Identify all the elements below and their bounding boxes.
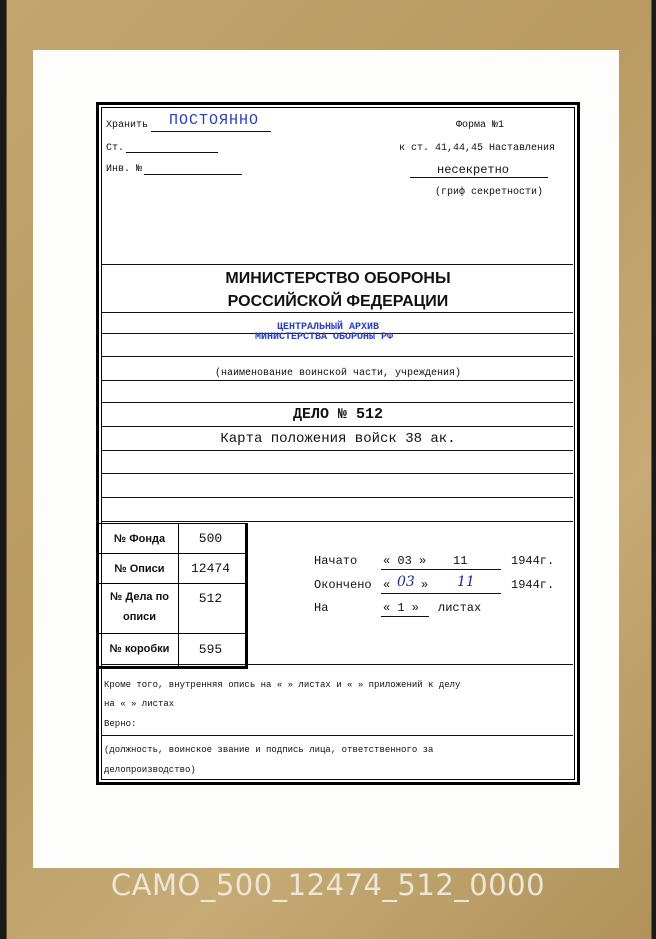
ended-day-handwritten: 03 — [397, 574, 415, 590]
signature-line — [101, 735, 573, 736]
rule-line — [101, 473, 573, 474]
st-label: Ст. — [106, 143, 125, 154]
ministry-line-1: МИНИСТЕРСТВО ОБОРОНЫ — [225, 270, 451, 287]
table-row-delo — [99, 583, 245, 634]
delo-value: 512 — [198, 591, 223, 606]
footer-separator — [101, 664, 573, 665]
started-label: Начато — [314, 554, 358, 568]
inner-inventory-note: Кроме того, внутренняя опись на « » листах и « » приложений к делу — [104, 680, 461, 690]
case-description: Карта положения войск 38 ак. — [220, 431, 456, 447]
box-label: № коробки — [109, 643, 170, 655]
archive-stamp-line-1: ЦЕНТРАЛЬНЫЙ АРХИВ — [277, 322, 380, 333]
ministry-line-2: РОССИЙСКОЙ ФЕДЕРАЦИИ — [227, 293, 449, 310]
secrecy-caption: (гриф секретности) — [435, 187, 544, 198]
st-underline — [126, 152, 218, 153]
keep-label: Хранить — [106, 120, 149, 131]
sheets-unit: листах — [438, 601, 482, 615]
table-row-opis — [99, 553, 245, 584]
inv-label: Инв. № — [106, 164, 143, 175]
rule-line — [101, 380, 573, 381]
sheets-label: На — [314, 601, 329, 615]
inv-underline — [144, 174, 242, 175]
box-value: 595 — [198, 642, 223, 657]
archive-stamp-line-2: МИНИСТЕРСТВА ОБОРОНЫ РФ — [255, 332, 394, 343]
rule-line — [101, 264, 573, 265]
started-underline — [381, 569, 501, 570]
rule-line — [101, 402, 573, 403]
delo-label-line-2: описи — [122, 611, 156, 623]
rule-line — [101, 497, 573, 498]
rule-line — [101, 450, 573, 451]
started-month: 11 — [453, 554, 468, 568]
opis-value: 12474 — [190, 561, 230, 576]
ended-day-open: « — [383, 578, 391, 592]
sheets-value: « 1 » — [383, 601, 420, 615]
inner-inventory-sheets: на « » листах — [104, 699, 175, 709]
ended-day-close: » — [421, 578, 429, 592]
archive-reference-table — [99, 523, 248, 669]
file-identifier: САМО_500_12474_512_0000 — [110, 868, 546, 902]
case-cover-form — [96, 102, 580, 785]
started-day: « 03 » — [383, 554, 427, 568]
sheets-underline — [381, 616, 429, 617]
rule-line — [101, 426, 573, 427]
secrecy-value: несекретно — [437, 163, 510, 177]
keep-permanent-stamp: ПОСТОЯННО — [169, 112, 260, 129]
ended-label: Окончено — [314, 578, 372, 592]
unit-caption: (наименование воинской части, учреждения) — [214, 368, 462, 379]
ended-underline — [381, 593, 501, 594]
case-title: ДЕЛО № 512 — [292, 406, 383, 423]
started-year: 1944г. — [511, 554, 555, 568]
ended-year: 1944г. — [511, 578, 555, 592]
instruction-reference: к ст. 41,44,45 Наставления — [399, 143, 556, 154]
form-number: Форма №1 — [456, 120, 505, 131]
secrecy-underline — [410, 177, 548, 178]
delo-label-line-1: № Дела по — [110, 591, 169, 603]
verified-label: Верно: — [104, 719, 137, 729]
rule-line — [101, 521, 573, 522]
responsible-person-caption-2: делопроизводство) — [104, 765, 196, 775]
fond-label: № Фонда — [113, 533, 166, 545]
fond-value: 500 — [198, 531, 223, 546]
responsible-person-caption-1: (должность, воинское звание и подпись лица, ответственного за — [104, 745, 434, 755]
table-row-box — [99, 633, 245, 664]
table-row-fond — [99, 523, 245, 554]
opis-label: № Описи — [114, 563, 165, 575]
keep-underline — [151, 131, 271, 132]
rule-line — [101, 356, 573, 357]
ended-month-handwritten: 11 — [457, 574, 475, 590]
rule-line — [101, 312, 573, 313]
